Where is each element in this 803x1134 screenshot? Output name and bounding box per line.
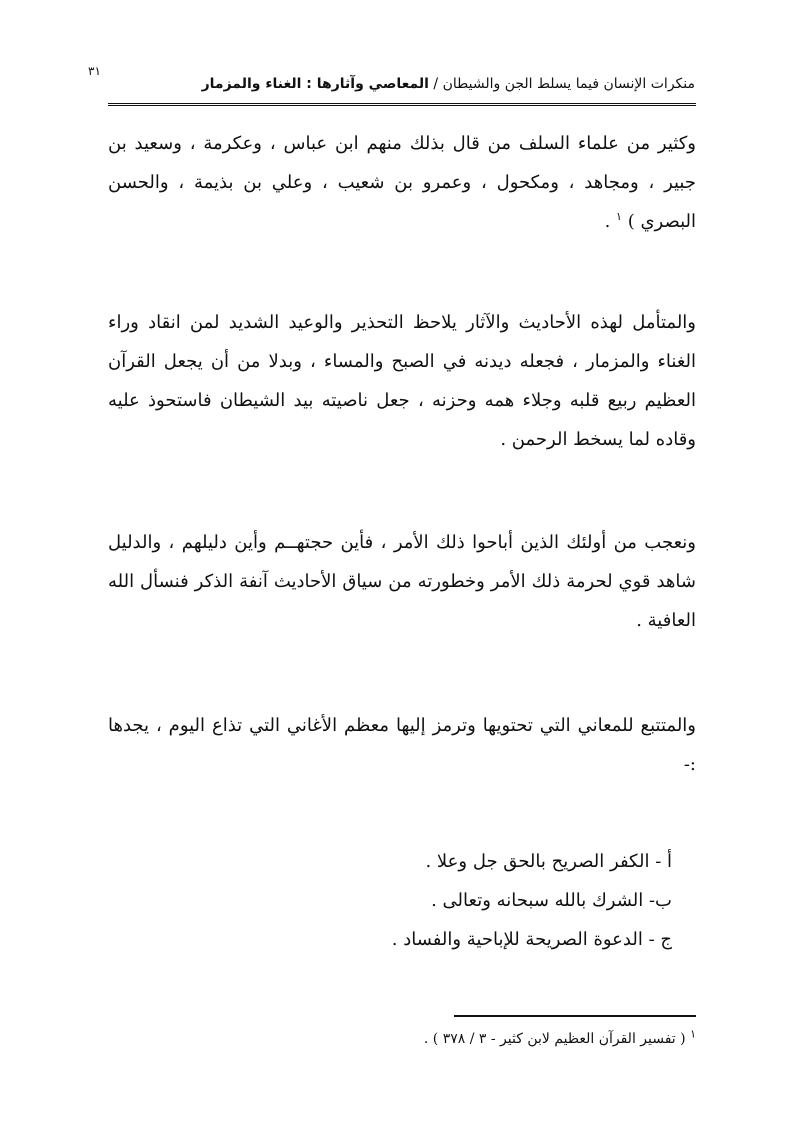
footnote-text: ( تفسير القرآن العظيم لابن كثير - ٣ / ٣٧٨ ) .: [423, 1031, 686, 1047]
paragraph-tail: .: [604, 211, 617, 232]
paragraph-text: والمتتبع للمعاني التي تحتويها وترمز إليها معظم الأغاني التي تذاع اليوم ، يجدها :-: [108, 715, 696, 775]
list-item: ج - الدعوة الصريحة للإباحية والفساد .: [391, 929, 672, 950]
page-number: ٣١: [88, 64, 101, 78]
list-item: أ - الكفر الصريح بالحق جل وعلا .: [425, 851, 672, 872]
footnote: [300, 1027, 696, 1051]
header-title-regular: منكرات الإنسان فيما يسلط الجن والشيطان /: [433, 76, 695, 92]
meanings-list: [108, 842, 672, 959]
paragraph-text: ونعجب من أولئك الذين أباحوا ذلك الأمر ، فأين حجتهــم وأين دليلهم ، والدليل شاهد قوي لحرمة ذلك الأمر وخطورته من سياق الأحاديث آنفة الذكر فنسأل الله العافية .: [108, 532, 696, 631]
footnote-marker: ١: [690, 1027, 696, 1041]
footnote-divider: [454, 1015, 696, 1017]
paragraph-wonder: [108, 523, 696, 640]
paragraph-scholars: [108, 124, 696, 241]
paragraph-reflection: [108, 303, 696, 459]
list-item: ب- الشرك بالله سبحانه وتعالى .: [431, 890, 672, 911]
paragraph-text: والمتأمل لهذه الأحاديث والآثار يلاحظ التحذير والوعيد الشديد لمن انقاد وراء الغناء والمزمار ، فجعله ديدنه في الصبح والمساء ، وبدلا من أن يجعل القرآن العظيم ربيع قلبه وجلاء همه وحزنه ، جعل ناصيته بيد الشيطان فاستحوذ عليه وقاده لما يسخط الرحمن .: [108, 312, 696, 450]
footnote-reference: ١: [616, 210, 622, 223]
running-header: [150, 76, 695, 92]
paragraph-text: وكثير من علماء السلف من قال بذلك منهم ابن عباس ، وعكرمة ، وسعيد بن جبير ، ومجاهد ، ومكحول ، وعمرو بن شعيب ، وعلي بن بذيمة ، والحسن البصري ): [108, 133, 696, 232]
paragraph-meanings: [108, 706, 696, 784]
header-title-bold: المعاصي وآثارها : الغناء والمزمار: [201, 76, 429, 92]
header-divider: [108, 103, 696, 106]
